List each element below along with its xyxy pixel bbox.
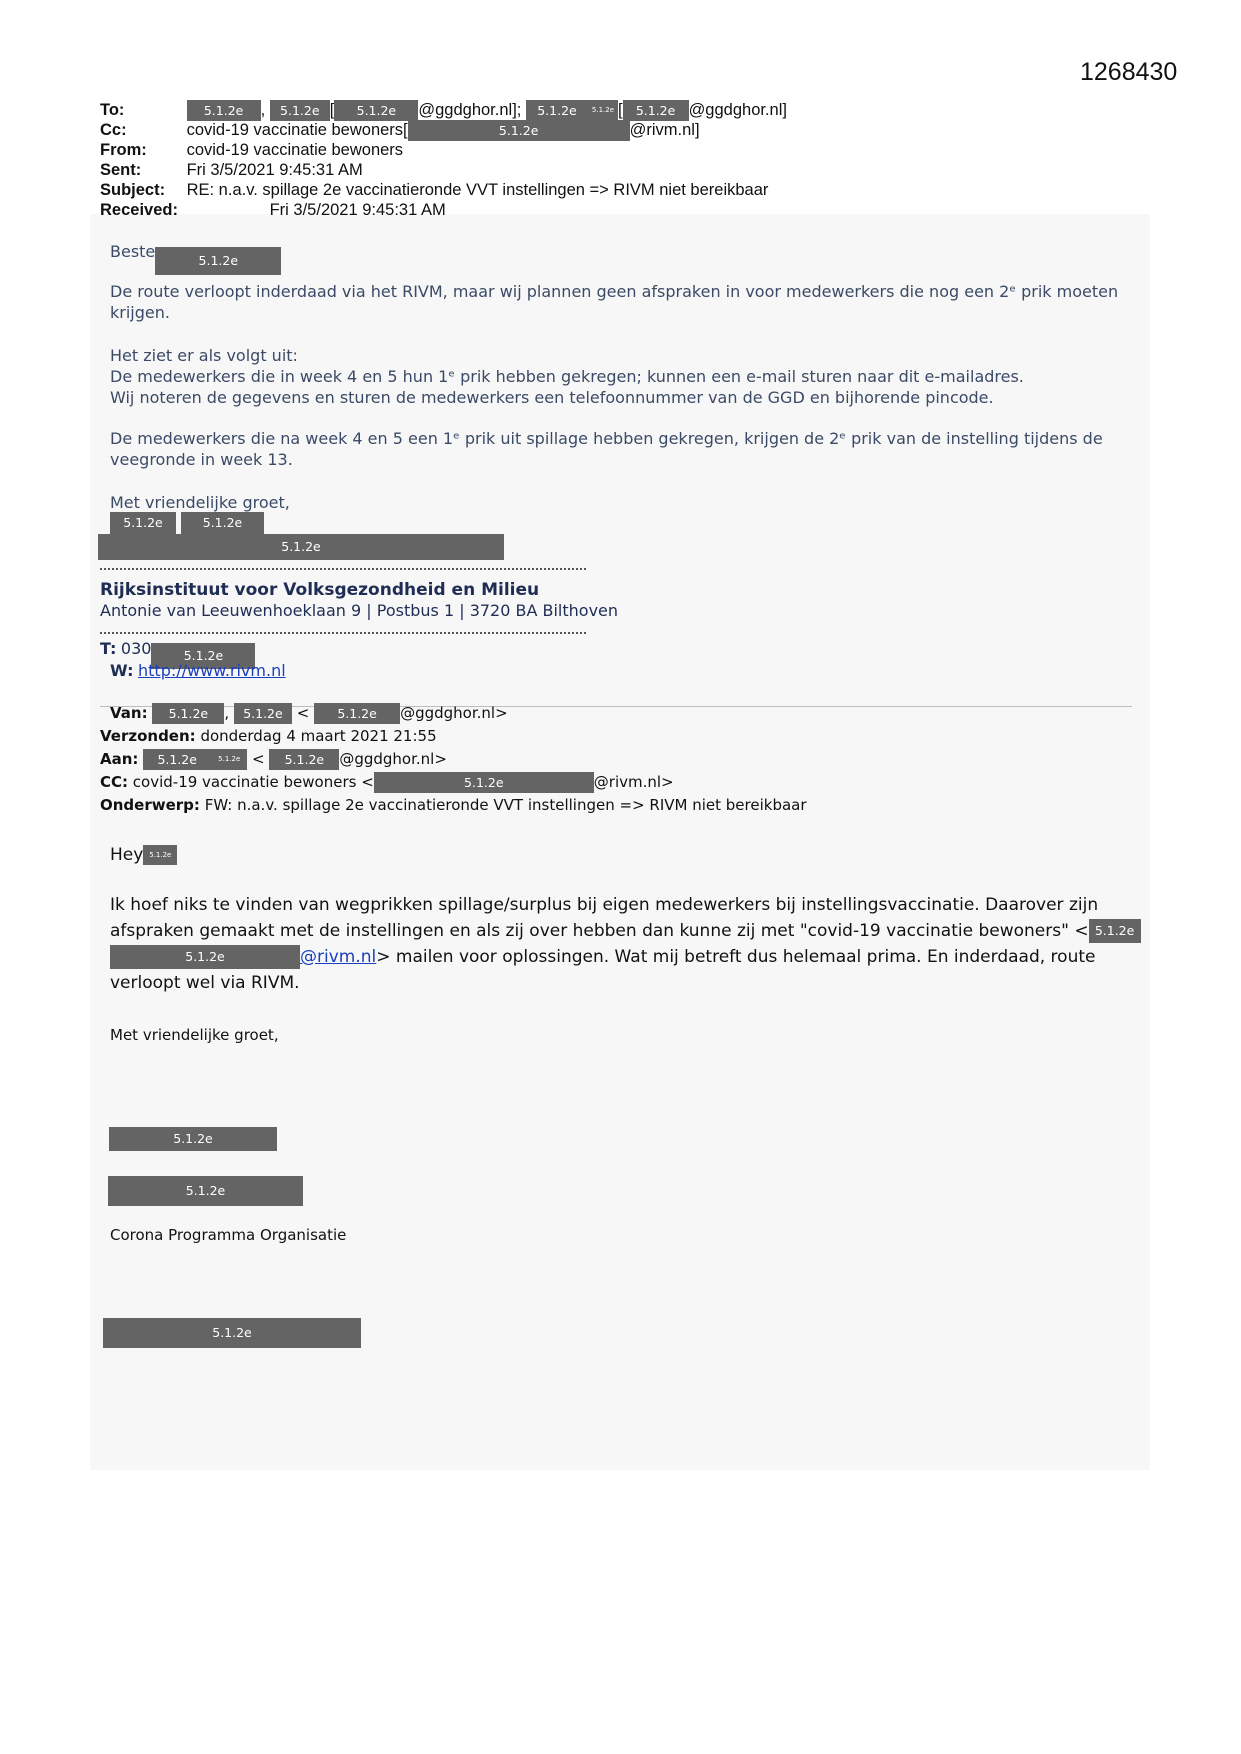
bracket: <	[251, 750, 265, 768]
email-link[interactable]: @rivm.nl	[300, 947, 377, 967]
greeting-text: Hey	[110, 845, 144, 865]
cc-value: covid-19 vaccinatie bewoners <	[132, 773, 374, 791]
bracket: <	[296, 704, 310, 722]
header-from-row	[100, 140, 403, 160]
header-cc-row	[100, 120, 700, 141]
reply-paragraph-3: De medewerkers die na week 4 en 5 een 1ᵉ prik uit spillage hebben gekregen, krijgen de 2ᵉ prik van de instelling tijdens de veegronde in week 13.	[110, 429, 1103, 469]
redaction: 5.1.2e	[588, 100, 618, 121]
redaction: 5.1.2e	[110, 512, 176, 534]
redaction: 5.1.2e	[155, 247, 281, 275]
redaction: 5.1.2e	[109, 1127, 277, 1151]
verzonden-label: Verzonden:	[100, 727, 196, 745]
bracket: [	[617, 101, 623, 119]
original-organization: Corona Programma Organisatie	[110, 1226, 347, 1244]
original-line-1: Ik hoef niks te vinden van wegprikken spillage/surplus bij eigen medewerkers bij instellingsvaccinatie. Daarover zijn	[110, 895, 1099, 915]
subject-label: Subject:	[100, 181, 166, 199]
van-domain: @ggdghor.nl>	[400, 704, 508, 722]
website-link[interactable]: http://www.rivm.nl	[138, 661, 286, 680]
line-text: > mailen voor oplossingen. Wat mij betreft dus helemaal prima. En inderdaad, route	[376, 947, 1096, 967]
reply-paragraph-2-line-1: Het ziet er als volgt uit:	[110, 346, 298, 365]
reply-paragraph-2-line-3: Wij noteren de gegevens en sturen de medewerkers een telefoonnummer van de GGD en bijhorende pincode.	[110, 388, 994, 407]
received-label: Received:	[100, 201, 178, 219]
phone-label: T:	[100, 639, 117, 658]
greeting-text: Beste	[110, 242, 156, 261]
redaction: 5.1.2e	[623, 100, 689, 121]
original-line-3	[110, 944, 1095, 970]
forward-verzonden-row	[100, 726, 437, 746]
forward-onderwerp-row	[100, 795, 807, 815]
phone-value: 030	[120, 639, 152, 658]
redaction: 5.1.2e	[151, 643, 255, 669]
to-domain-1: @ggdghor.nl];	[418, 101, 522, 119]
cc-label: Cc:	[100, 121, 127, 139]
signature-organization: Rijksinstituut voor Volksgezondheid en Milieu	[100, 580, 540, 600]
header-sent-row	[100, 160, 363, 180]
onderwerp-value: FW: n.a.v. spillage 2e vaccinatieronde VVT instellingen => RIVM niet bereikbaar	[204, 796, 807, 814]
redaction: 5.1.2e	[181, 512, 264, 534]
header-received-row	[100, 200, 446, 220]
dotted-divider	[100, 632, 586, 634]
website-label: W:	[110, 661, 134, 680]
redaction: 5.1.2e	[108, 1176, 303, 1206]
cc-value: covid-19 vaccinatie bewoners[	[186, 121, 408, 139]
document-id: 1268430	[1080, 58, 1178, 86]
header-subject-row	[100, 180, 768, 200]
redaction: 5.1.2e	[1089, 919, 1141, 943]
sent-label: Sent:	[100, 161, 142, 179]
subject-value: RE: n.a.v. spillage 2e vaccinatieronde VVT instellingen => RIVM niet bereikbaar	[186, 181, 769, 199]
original-closing: Met vriendelijke groet,	[110, 1026, 279, 1044]
redaction: 5.1.2e	[143, 845, 177, 865]
forward-cc-row	[100, 772, 674, 793]
bracket: [	[329, 101, 335, 119]
redaction: 5.1.2e	[526, 100, 588, 121]
redaction: 5.1.2e	[143, 749, 211, 770]
line-text: afspraken gemaakt met de instellingen en als zij over hebben dan kunne zij met "covid-19 vaccinatie bewoners" <	[110, 921, 1089, 941]
cc-domain: @rivm.nl>	[593, 773, 674, 791]
header-to-row	[100, 100, 787, 121]
reply-paragraph-1: De route verloopt inderdaad via het RIVM, maar wij plannen geen afspraken in voor medewerkers die nog een 2ᵉ prik moeten krijgen.	[110, 282, 1119, 322]
onderwerp-label: Onderwerp:	[100, 796, 200, 814]
sent-value: Fri 3/5/2021 9:45:31 AM	[186, 161, 363, 179]
redaction: 5.1.2e	[408, 120, 630, 141]
to-label: To:	[100, 101, 125, 119]
verzonden-value: donderdag 4 maart 2021 21:55	[200, 727, 437, 745]
reply-closing: Met vriendelijke groet,	[110, 493, 290, 512]
redaction: 5.1.2e	[334, 100, 418, 121]
redaction: 5.1.2e	[269, 749, 339, 770]
original-line-4: verloopt wel via RIVM.	[110, 973, 300, 993]
forward-van-row	[110, 703, 508, 724]
redaction: 5.1.2e	[98, 534, 504, 560]
cc-domain: @rivm.nl]	[629, 121, 700, 139]
separator: ,	[260, 101, 266, 119]
redaction: 5.1.2e	[187, 100, 261, 121]
separator: ,	[224, 704, 230, 722]
reply-paragraph-2-line-2: De medewerkers die in week 4 en 5 hun 1ᵉ prik hebben gekregen; kunnen een e-mail sturen naar dit e-mailadres.	[110, 367, 1024, 386]
redaction: 5.1.2e	[110, 945, 300, 969]
redaction: 5.1.2e	[314, 703, 400, 724]
to-domain-2: @ggdghor.nl]	[688, 101, 787, 119]
original-greeting	[110, 842, 177, 868]
from-value: covid-19 vaccinatie bewoners	[186, 141, 404, 159]
received-value: Fri 3/5/2021 9:45:31 AM	[269, 201, 446, 219]
cc-label: CC:	[100, 773, 129, 791]
original-line-2	[110, 918, 1141, 944]
redaction: 5.1.2e	[152, 703, 224, 724]
redaction: 5.1.2e	[103, 1318, 361, 1348]
aan-label: Aan:	[100, 750, 139, 768]
from-label: From:	[100, 141, 147, 159]
redaction: 5.1.2e	[270, 100, 330, 121]
signature-address: Antonie van Leeuwenhoeklaan 9 | Postbus 1 | 3720 BA Bilthoven	[100, 601, 619, 620]
redaction: 5.1.2e	[211, 749, 247, 770]
van-label: Van:	[110, 704, 148, 722]
redaction: 5.1.2e	[374, 772, 594, 793]
dotted-divider	[100, 568, 586, 570]
redaction: 5.1.2e	[234, 703, 292, 724]
forward-aan-row	[100, 749, 447, 770]
signature-website	[110, 660, 286, 681]
reply-greeting	[110, 241, 281, 275]
aan-domain: @ggdghor.nl>	[339, 750, 447, 768]
